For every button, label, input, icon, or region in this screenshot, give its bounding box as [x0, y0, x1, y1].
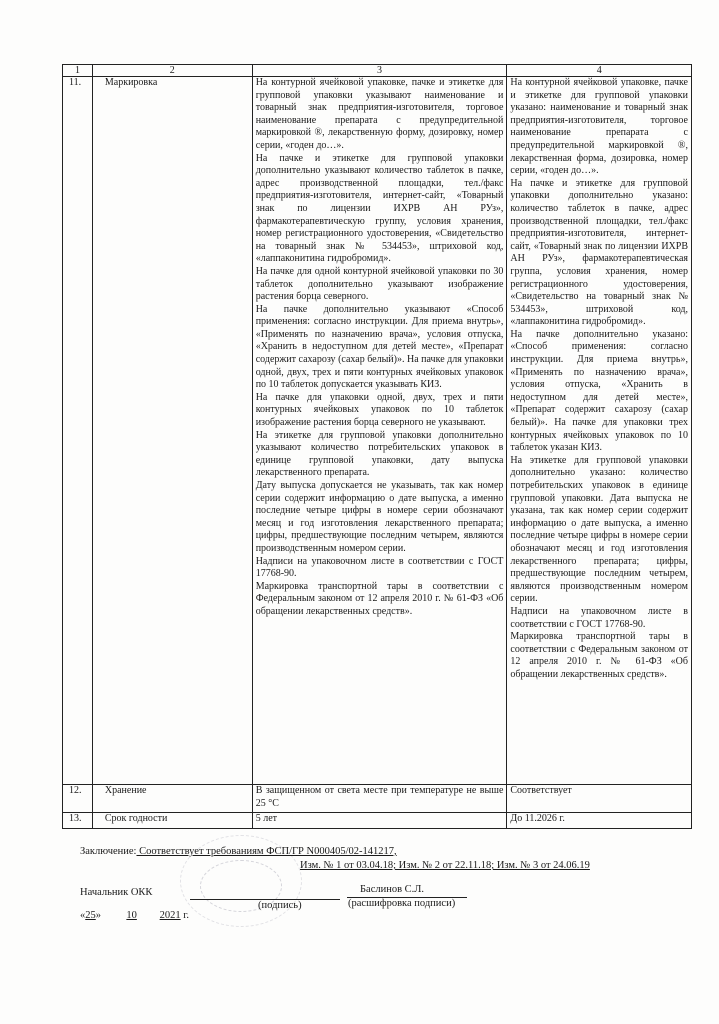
conclusion-label: Заключение: [80, 846, 137, 857]
row-specification-cell [252, 813, 507, 829]
spec-paragraph: На контурной ячейковой упаковке, пачке и этикетке для групповой упаковки указывают наименование и товарный знак предприятия-изготовителя, торговое наименование препарата с предупредительной маркировкой ®, лекарственную форму, дозировку, номер серии, «годен до…». [255, 77, 504, 151]
signature-date [80, 910, 189, 921]
date-quote-close: » [95, 910, 101, 921]
spec-paragraph: В защищенном от света месте при температуре не выше 25 °С [255, 785, 504, 809]
column-header-4: 4 [507, 65, 692, 77]
column-header-2: 2 [92, 65, 252, 77]
result-paragraph: До 11.2026 г. [510, 813, 565, 824]
table-header-row [63, 65, 692, 77]
position-title: Начальник ОКК [80, 887, 153, 898]
spec-paragraph: На пачке и этикетке для групповой упаковки дополнительно указывают количество таблеток в пачке, адрес производственной площадки, тел./факс предприятия-изготовителя, интернет-сайт, «Товарный знак по лицензии ИХРВ АН РУз», фармакотерапевтическую группу, условия хранения, номер регистрационного удостоверения, «Свидетельство на товарный знак № 534453», штриховой код, «лаппаконитина гидробромид». [255, 152, 504, 265]
name-caption: (расшифровка подписи) [348, 898, 456, 909]
specification-table [62, 64, 692, 829]
row-result-cell [507, 77, 692, 785]
result-paragraph: Соответствует [510, 785, 572, 796]
row-specification-cell [252, 785, 507, 813]
spec-paragraph: На этикетке для групповой упаковки дополнительно указывают количество потребительских упаковок в единице групповой упаковки, дату выпуска лекарственного препарата. [255, 429, 504, 479]
row-number: 12. [63, 785, 93, 813]
row-parameter-name: Хранение [92, 785, 252, 813]
row-result-cell [507, 813, 692, 829]
row-number: 11. [63, 77, 93, 785]
date-suffix: г. [183, 910, 189, 921]
row-parameter-name: Срок годности [92, 813, 252, 829]
column-header-1: 1 [63, 65, 93, 77]
result-paragraph: Маркировка транспортной тары в соответствии с Федеральным законом от 12 апреля 2010 г. № 61-ФЗ «Об обращении лекарственных средств». [510, 631, 688, 680]
result-paragraph: Надписи на упаковочном листе в соответствии с ГОСТ 17768-90. [510, 605, 688, 630]
table-row-marking [63, 77, 692, 785]
conclusion-line [80, 846, 397, 857]
signature-caption: (подпись) [258, 900, 302, 911]
row-specification-cell [252, 77, 507, 785]
spec-paragraph: На пачке для одной контурной ячейковой упаковки по 30 таблеток дополнительно указывают изображение растения борца северного. [255, 265, 504, 303]
amendments-line: Изм. № 1 от 03.04.18; Изм. № 2 от 22.11.18; Изм. № 3 от 24.06.19 [300, 860, 590, 871]
spec-paragraph: Маркировка транспортной тары в соответствии с Федеральным законом от 12 апреля 2010 г. № 61-ФЗ «Об обращении лекарственных средств». [255, 580, 504, 617]
spec-paragraph: Надписи на упаковочном листе в соответствии с ГОСТ 17768-90. [255, 555, 504, 580]
date-quote-open: « [80, 910, 86, 921]
spec-paragraph: 5 лет [255, 813, 278, 824]
signatory-name: Баслинов С.Л. [360, 884, 425, 895]
spec-paragraph: На пачке дополнительно указывают «Способ применения: согласно инструкции. Для приема внутрь», «Применять по назначению врача», условия отпуска, «Хранить в недоступном для детей месте», «Препарат содержит сахарозу (сахар белый)». На пачке для упаковки одной, двух, трех и пяти контурных ячейковых упаковок по 10 таблеток допускается указывать КИЗ. [255, 303, 504, 391]
result-paragraph: На пачке дополнительно указано: «Способ применения: согласно инструкции. Для приема внутрь», «Применять по назначению врача», условия отпуска, «Хранить в недоступном для детей месте», «Препарат содержит сахарозу (сахар белый)». На пачке для упаковки трех контурных ячейковых упаковок по 10 таблеток указан КИЗ. [510, 328, 688, 454]
row-parameter-name: Маркировка [92, 77, 252, 785]
result-paragraph: На контурной ячейковой упаковке, пачке и этикетке для групповой упаковки указано: наименование и товарный знак предприятия-изготовителя, торговое наименование препарата с предупредительной маркировкой ®, лекарственная форма, дозировка, номер серии, «годен до…». [510, 77, 688, 177]
column-header-3: 3 [252, 65, 507, 77]
date-day: 25 [85, 910, 96, 921]
row-number: 13. [63, 813, 93, 829]
spec-paragraph: Дату выпуска допускается не указывать, так как номер серии содержит информацию о дате выпуска, а именно последние четыре цифры в номере серии обозначают месяц и год изготовления лекарственного препарата; цифры, предшествующие последним четырем, являются производственным номером серии. [255, 480, 504, 554]
date-year: 2021 [159, 910, 181, 921]
result-paragraph: На пачке и этикетке для групповой упаковки дополнительно указано: количество таблеток в пачке, адрес производственной площадки, тел./факс предприятия-изготовителя, интернет-сайт, «Товарный знак по лицензии ИХРВ АН РУз», фармакотерапевтическая группа, условия хранения, номер регистрационного удостоверения, «Свидетельство на товарный знак № 534453», штриховой код, «лаппаконитина гидробромид». [510, 177, 688, 328]
row-result-cell [507, 785, 692, 813]
spec-paragraph: На пачке для упаковки одной, двух, трех и пяти контурных ячейковых упаковок по 10 таблеток изображение растения борца северного не указывают. [255, 391, 504, 429]
conclusion-text: Соответствует требованиям ФСП/ГР N000405/02-141217, [136, 846, 397, 857]
result-paragraph: На этикетке для групповой упаковки дополнительно указано: количество потребительских упаковок в единице групповой упаковки. Дата выпуска не указана, так как номер серии содержит информацию о дате выпуска, а именно последние четыре цифры в номере серии обозначают месяц и год изготовления лекарственного препарата; цифры, предшествующие последним четырем, являются производственным номером серии. [510, 454, 688, 605]
table-row-shelf-life [63, 813, 692, 829]
date-month: 10 [126, 910, 137, 921]
table-row-storage [63, 785, 692, 813]
